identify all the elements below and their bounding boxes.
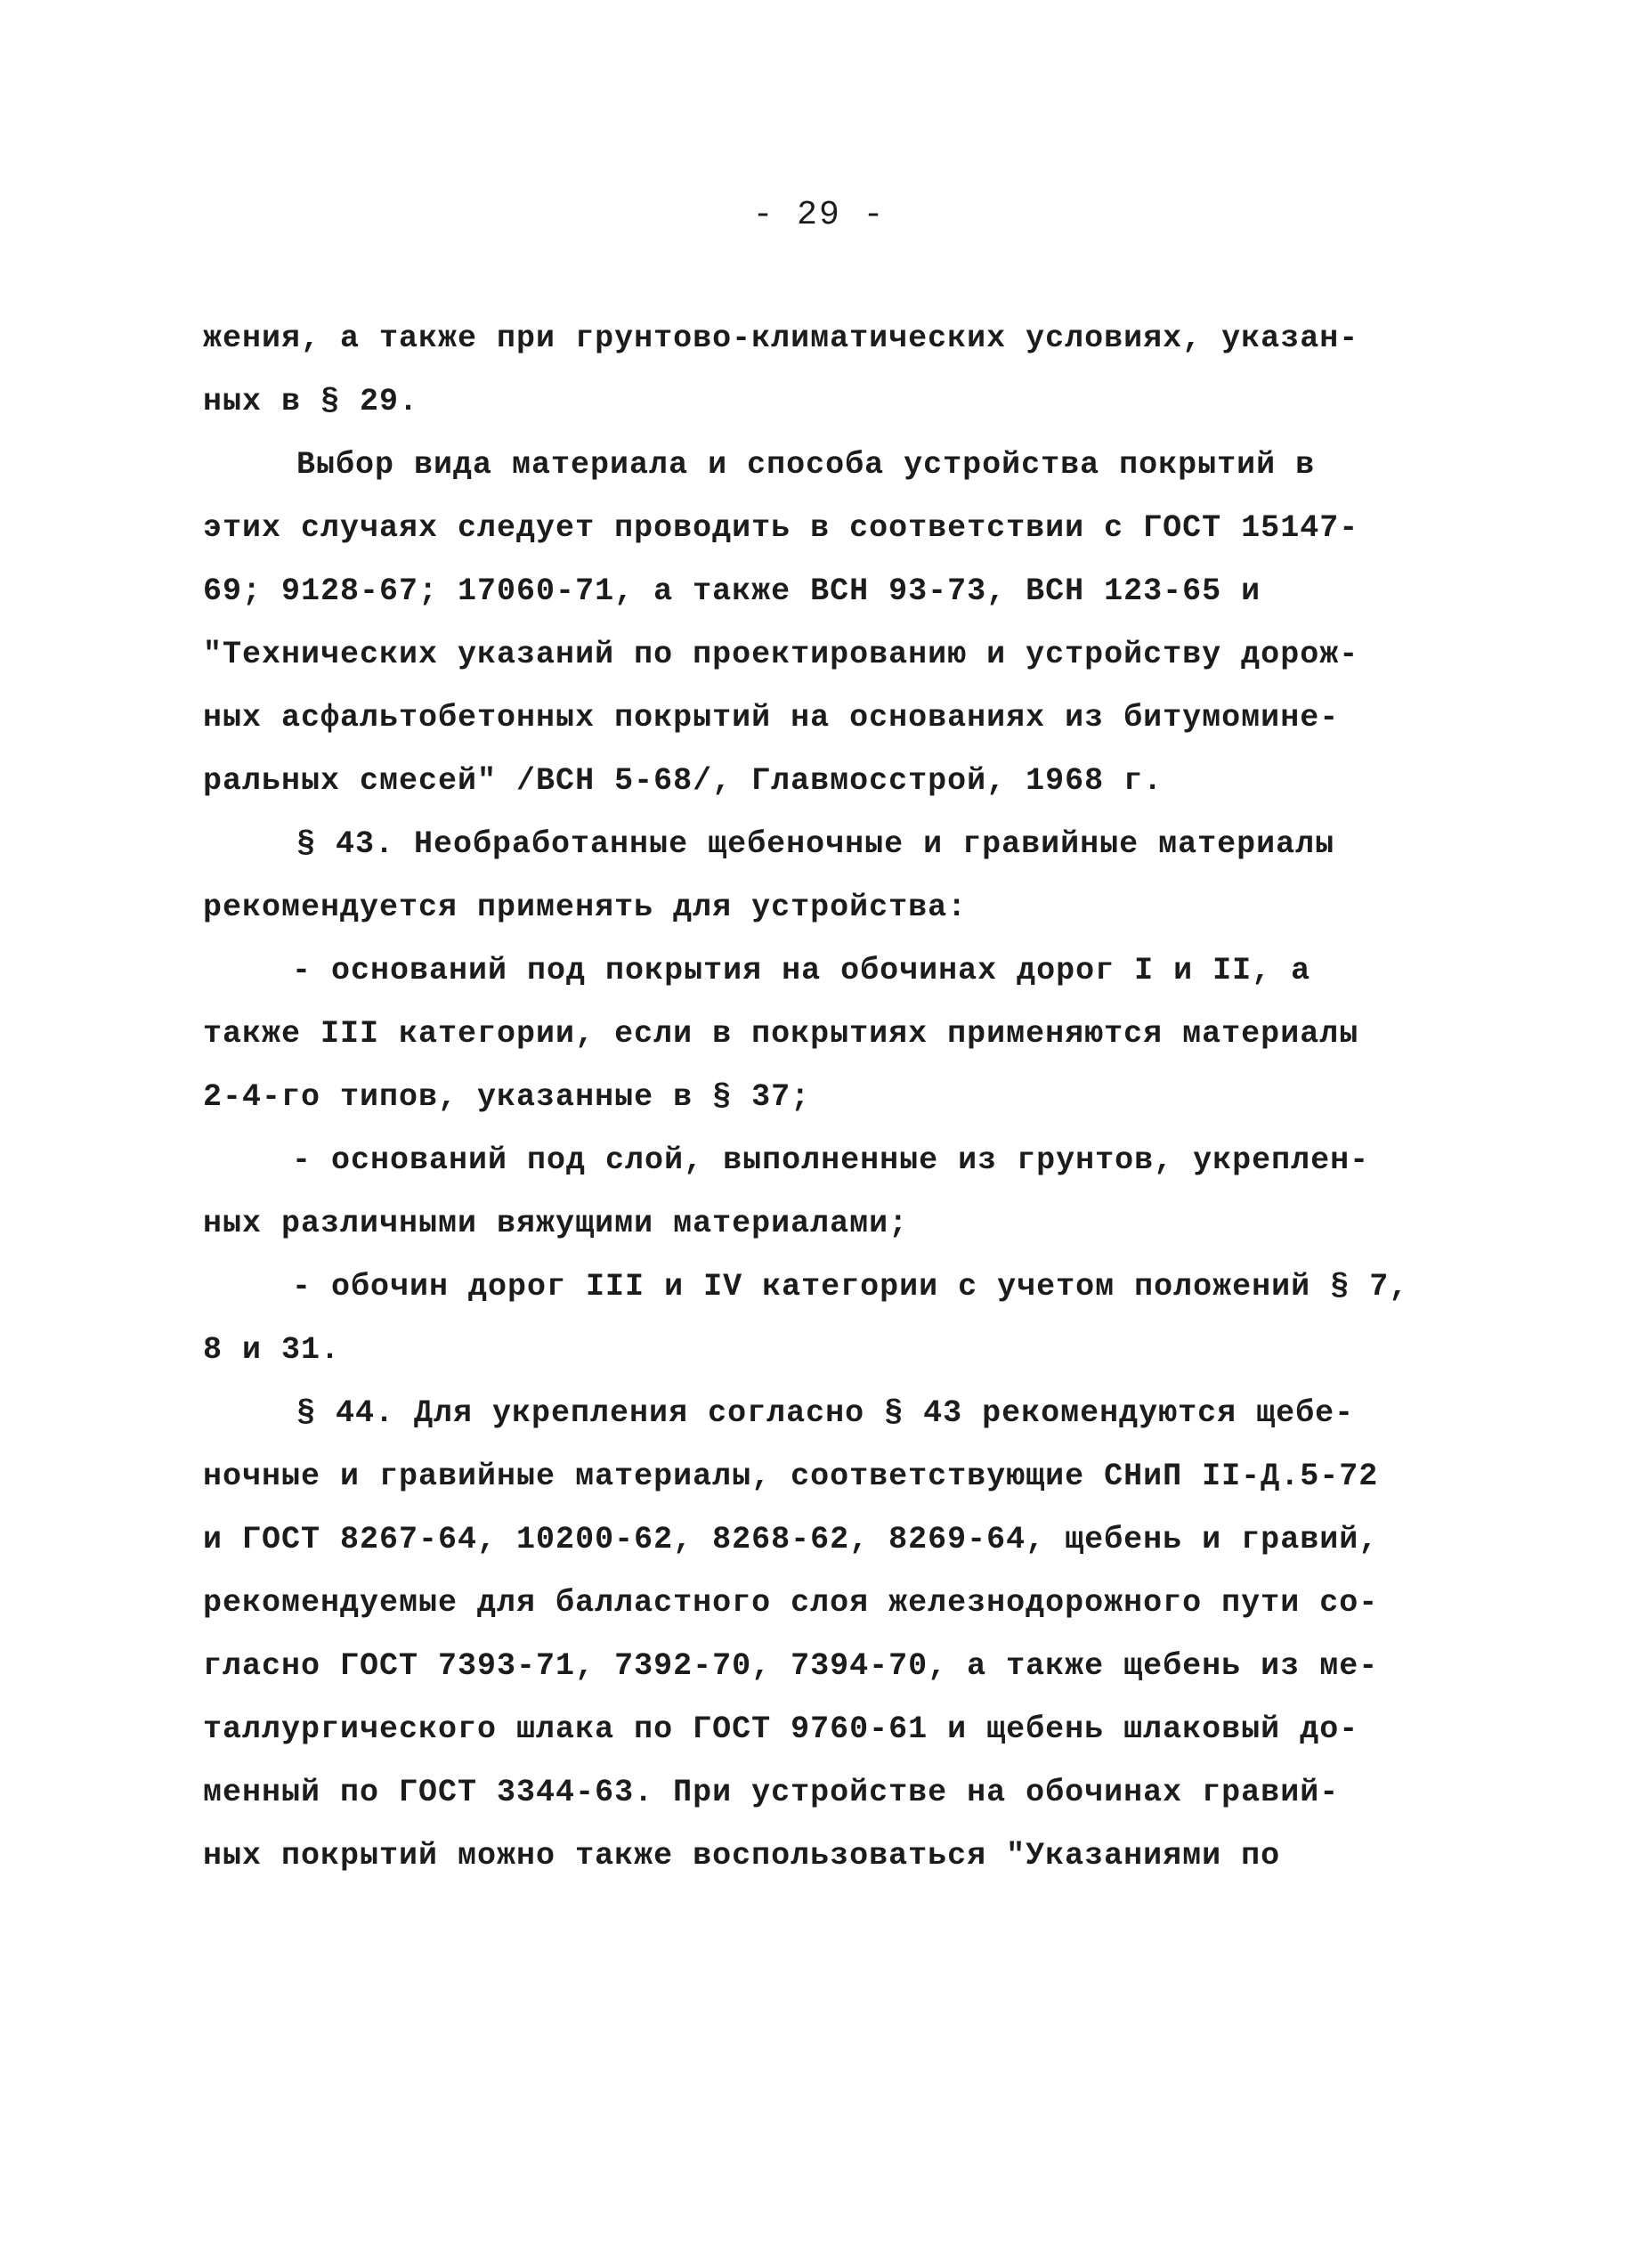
text-line: 2-4-го типов, указанные в § 37; <box>203 1079 811 1115</box>
text-line: рекомендуемые для балластного слоя железнодорожного пути со- <box>203 1585 1379 1621</box>
text-line: рекомендуется применять для устройства: <box>203 890 968 925</box>
section-43-heading: § 43. Необработанные щебеночные и гравийные материалы <box>296 826 1335 862</box>
list-item: - оснований под слой, выполненные из грунтов, укреплен- <box>292 1142 1370 1178</box>
text-line: "Технических указаний по проектированию и устройству дорож- <box>203 637 1359 672</box>
text-line: 8 и 31. <box>203 1332 341 1368</box>
text-line: ных в § 29. <box>203 384 419 419</box>
page-number: - 29 - <box>752 196 886 234</box>
section-44-heading: § 44. Для укрепления согласно § 43 рекомендуются щебе- <box>296 1395 1355 1431</box>
text-line: 69; 9128-67; 17060-71, а также ВСН 93-73, ВСН 123-65 и <box>203 573 1261 609</box>
list-item: - обочин дорог III и IV категории с учетом положений § 7, <box>292 1269 1409 1305</box>
text-line: ночные и гравийные материалы, соответствующие СНиП II-Д.5-72 <box>203 1459 1379 1494</box>
text-line: этих случаях следует проводить в соответствии с ГОСТ 15147- <box>203 510 1359 546</box>
text-line: ных покрытий можно также воспользоваться "Указаниями по <box>203 1838 1281 1874</box>
list-item: - оснований под покрытия на обочинах дорог I и II, а <box>292 953 1311 988</box>
text-line: жения, а также при грунтово-климатических условиях, указан- <box>203 321 1359 356</box>
text-line: Выбор вида материала и способа устройства покрытий в <box>296 447 1316 483</box>
text-line: менный по ГОСТ 3344-63. При устройстве на обочинах гравий- <box>203 1775 1340 1810</box>
text-line: и ГОСТ 8267-64, 10200-62, 8268-62, 8269-64, щебень и гравий, <box>203 1522 1379 1557</box>
text-line: гласно ГОСТ 7393-71, 7392-70, 7394-70, а также щебень из ме- <box>203 1648 1379 1684</box>
text-line: таллургического шлака по ГОСТ 9760-61 и щебень шлаковый до- <box>203 1711 1359 1747</box>
text-line: также III категории, если в покрытиях применяются материалы <box>203 1016 1359 1052</box>
text-line: ральных смесей" /ВСН 5-68/, Главмосстрой, 1968 г. <box>203 763 1164 799</box>
text-line: ных асфальтобетонных покрытий на основаниях из битумомине- <box>203 700 1340 736</box>
body-text <box>203 307 1409 1888</box>
text-line: ных различными вяжущими материалами; <box>203 1206 909 1241</box>
